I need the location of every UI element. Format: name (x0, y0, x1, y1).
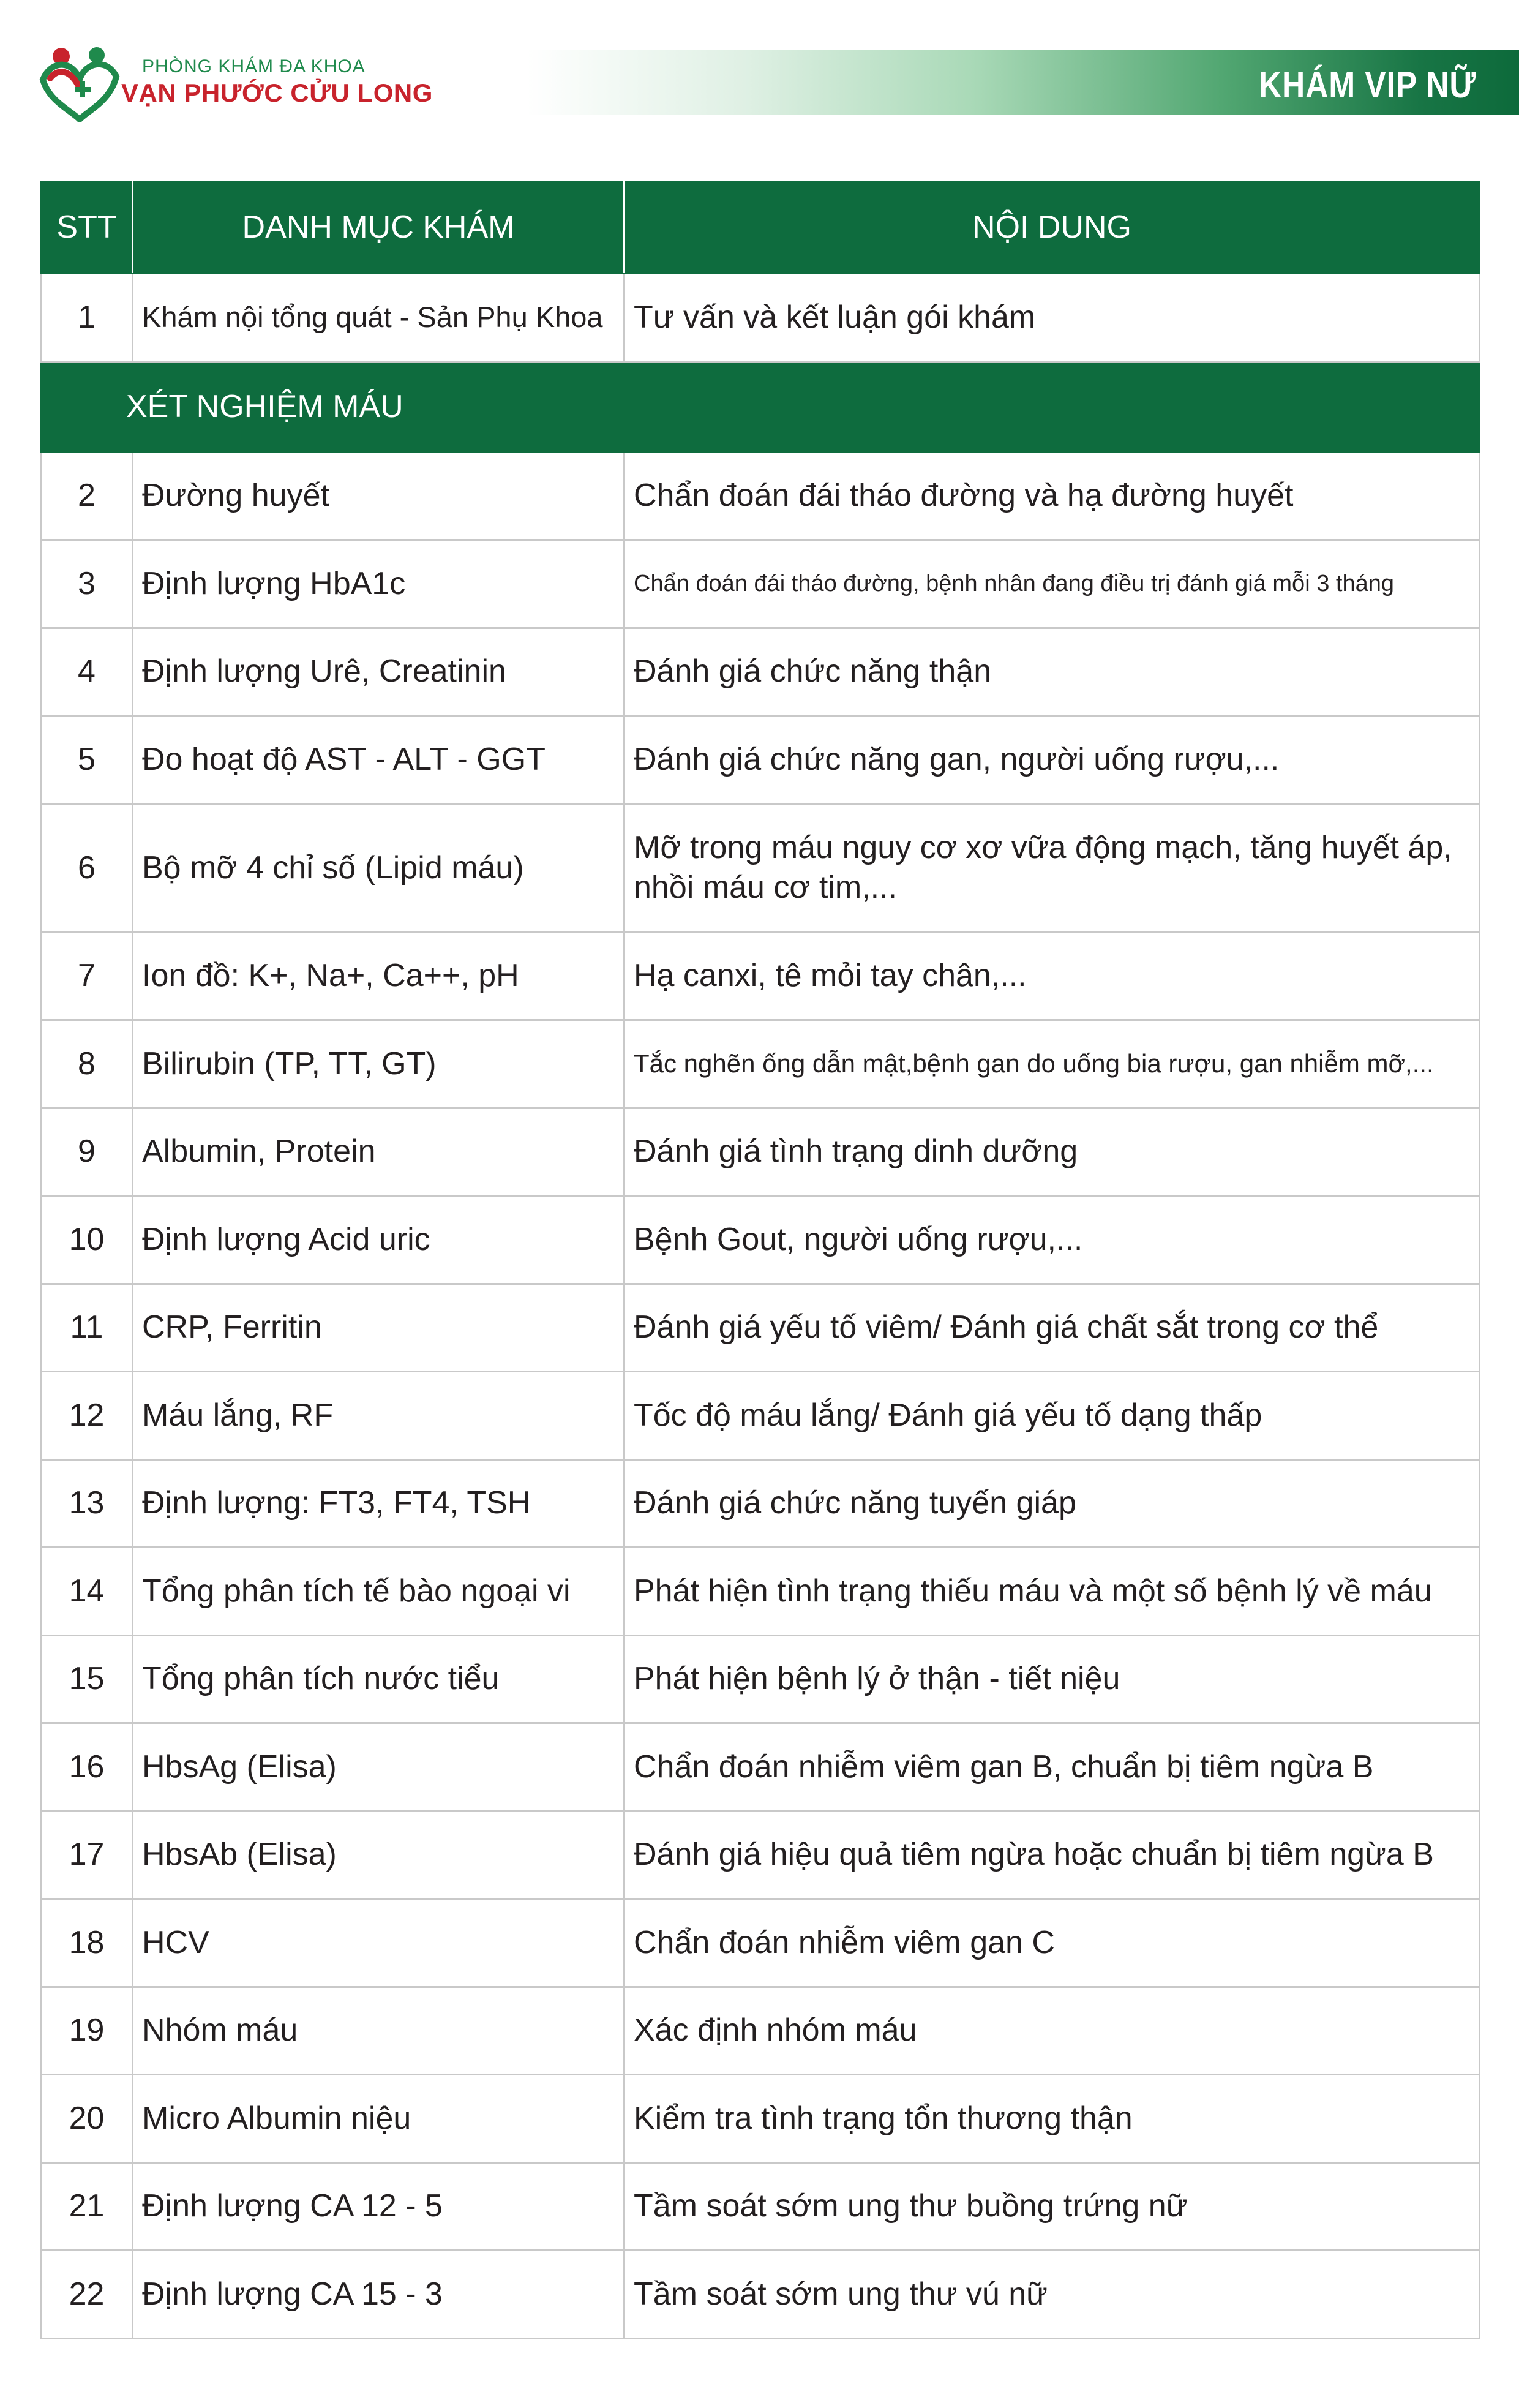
row-content: Tốc độ máu lắng/ Đánh giá yếu tố dạng thấp (624, 1372, 1480, 1460)
table-row (41, 2162, 1480, 2251)
row-content: Phát hiện bệnh lý ở thận - tiết niệu (624, 1635, 1480, 1723)
row-category: Tổng phân tích tế bào ngoại vi (133, 1548, 624, 1636)
table-row (41, 1548, 1480, 1636)
table-row (41, 452, 1480, 540)
row-stt: 4 (41, 628, 133, 716)
table-row (41, 803, 1480, 932)
row-content: Chẩn đoán đái tháo đường và hạ đường huyết (624, 452, 1480, 540)
row-category: Bộ mỡ 4 chỉ số (Lipid máu) (133, 803, 624, 932)
header-category: DANH MỤC KHÁM (133, 182, 624, 274)
row-stt: 8 (41, 1020, 133, 1108)
row-stt: 5 (41, 716, 133, 804)
table-row (41, 1987, 1480, 2075)
table-row (41, 1635, 1480, 1723)
table-header-row (41, 182, 1480, 274)
title-banner (527, 50, 1519, 115)
row-stt: 12 (41, 1372, 133, 1460)
row-category: CRP, Ferritin (133, 1284, 624, 1372)
table-row (41, 274, 1480, 362)
row-category: Bilirubin (TP, TT, GT) (133, 1020, 624, 1108)
table-row (41, 628, 1480, 716)
row-content: Tắc nghẽn ống dẫn mật,bệnh gan do uống bia rượu, gan nhiễm mỡ,... (624, 1020, 1480, 1108)
row-category: Định lượng CA 15 - 3 (133, 2251, 624, 2339)
row-stt: 7 (41, 932, 133, 1020)
row-content: Kiểm tra tình trạng tổn thương thận (624, 2075, 1480, 2163)
row-content: Đánh giá yếu tố viêm/ Đánh giá chất sắt trong cơ thể (624, 1284, 1480, 1372)
row-category: HCV (133, 1899, 624, 1987)
row-stt: 13 (41, 1459, 133, 1548)
row-category: Micro Albumin niệu (133, 2075, 624, 2163)
row-category: HbsAg (Elisa) (133, 1723, 624, 1812)
table-row (41, 1372, 1480, 1460)
row-content: Mỡ trong máu nguy cơ xơ vữa động mạch, tăng huyết áp, nhồi máu cơ tim,... (624, 803, 1480, 932)
section-title: XÉT NGHIỆM MÁU (41, 361, 1480, 452)
row-category: Định lượng Acid uric (133, 1196, 624, 1284)
table-row (41, 1196, 1480, 1284)
row-stt: 10 (41, 1196, 133, 1284)
table-row (41, 1899, 1480, 1987)
page-header (0, 0, 1519, 153)
table-row (41, 1020, 1480, 1108)
table-row (41, 716, 1480, 804)
row-content: Đánh giá chức năng thận (624, 628, 1480, 716)
row-content: Tầm soát sớm ung thư vú nữ (624, 2251, 1480, 2339)
row-content: Tầm soát sớm ung thư buồng trứng nữ (624, 2162, 1480, 2251)
table-row (41, 2251, 1480, 2339)
row-content: Đánh giá hiệu quả tiêm ngừa hoặc chuẩn bị tiêm ngừa B (624, 1811, 1480, 1899)
row-content: Tư vấn và kết luận gói khám (624, 274, 1480, 362)
row-category: Định lượng HbA1c (133, 540, 624, 628)
table-row (41, 1723, 1480, 1812)
row-category: Albumin, Protein (133, 1108, 624, 1196)
row-content: Chẩn đoán nhiễm viêm gan B, chuẩn bị tiêm ngừa B (624, 1723, 1480, 1812)
row-content: Bệnh Gout, người uống rượu,... (624, 1196, 1480, 1284)
row-category: Định lượng Urê, Creatinin (133, 628, 624, 716)
row-stt: 11 (41, 1284, 133, 1372)
table-row (41, 1284, 1480, 1372)
row-category: Đo hoạt độ AST - ALT - GGT (133, 716, 624, 804)
row-content: Phát hiện tình trạng thiếu máu và một số bệnh lý về máu (624, 1548, 1480, 1636)
table-row (41, 2075, 1480, 2163)
row-stt: 6 (41, 803, 133, 932)
row-category: Ion đồ: K+, Na+, Ca++, pH (133, 932, 624, 1020)
row-stt: 16 (41, 1723, 133, 1812)
page-title: KHÁM VIP NỮ (1258, 64, 1476, 105)
row-content: Hạ canxi, tê mỏi tay chân,... (624, 932, 1480, 1020)
row-category: Định lượng: FT3, FT4, TSH (133, 1459, 624, 1548)
brand-name: VẠN PHƯỚC CỬU LONG (121, 78, 433, 107)
clinic-logo-icon (37, 43, 122, 122)
table-row (41, 1459, 1480, 1548)
row-content: Đánh giá tình trạng dinh dưỡng (624, 1108, 1480, 1196)
row-stt: 15 (41, 1635, 133, 1723)
row-stt: 22 (41, 2251, 133, 2339)
exam-table (40, 181, 1480, 2339)
row-category: Tổng phân tích nước tiểu (133, 1635, 624, 1723)
row-stt: 3 (41, 540, 133, 628)
table-row (41, 932, 1480, 1020)
row-stt: 20 (41, 2075, 133, 2163)
brand-subtitle: PHÒNG KHÁM ĐA KHOA (142, 56, 366, 77)
row-content: Đánh giá chức năng gan, người uống rượu,... (624, 716, 1480, 804)
row-category: Máu lắng, RF (133, 1372, 624, 1460)
row-stt: 2 (41, 452, 133, 540)
header-stt: STT (41, 182, 133, 274)
row-category: Khám nội tổng quát - Sản Phụ Khoa (133, 274, 624, 362)
row-stt: 17 (41, 1811, 133, 1899)
row-stt: 1 (41, 274, 133, 362)
row-content: Đánh giá chức năng tuyến giáp (624, 1459, 1480, 1548)
row-stt: 14 (41, 1548, 133, 1636)
section-row (41, 361, 1480, 452)
row-content: Chẩn đoán đái tháo đường, bệnh nhân đang điều trị đánh giá mỗi 3 tháng (624, 540, 1480, 628)
row-stt: 19 (41, 1987, 133, 2075)
row-stt: 18 (41, 1899, 133, 1987)
row-content: Chẩn đoán nhiễm viêm gan C (624, 1899, 1480, 1987)
row-stt: 9 (41, 1108, 133, 1196)
row-category: Định lượng CA 12 - 5 (133, 2162, 624, 2251)
header-content: NỘI DUNG (624, 182, 1480, 274)
row-stt: 21 (41, 2162, 133, 2251)
row-category: Nhóm máu (133, 1987, 624, 2075)
row-category: HbsAb (Elisa) (133, 1811, 624, 1899)
row-category: Đường huyết (133, 452, 624, 540)
row-content: Xác định nhóm máu (624, 1987, 1480, 2075)
table-row (41, 1108, 1480, 1196)
table-row (41, 540, 1480, 628)
table-row (41, 1811, 1480, 1899)
